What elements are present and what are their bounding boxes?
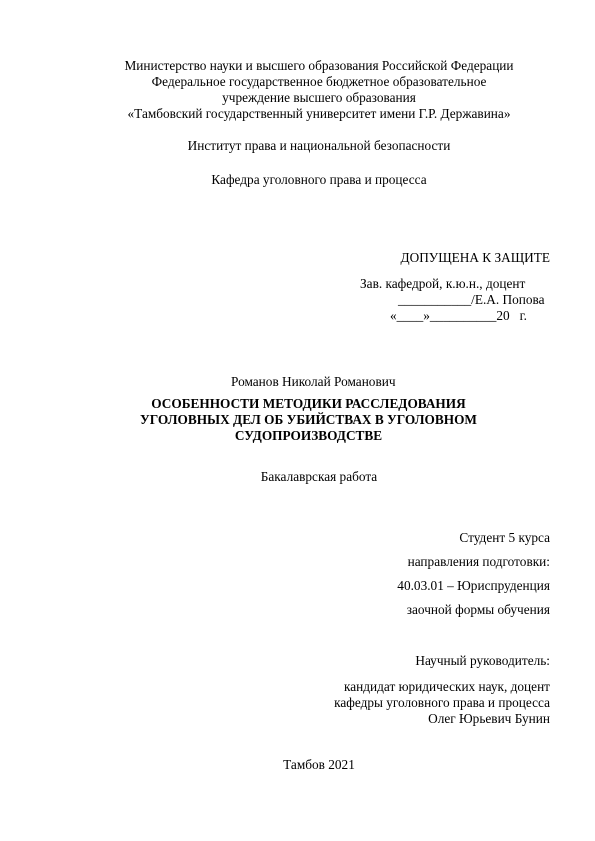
institute-name: Институт права и национальной безопасности bbox=[187, 138, 451, 153]
department-name: Кафедра уголовного права и процесса bbox=[211, 172, 427, 187]
student-direction: 40.03.01 – Юриспруденция bbox=[397, 578, 550, 593]
approval-block bbox=[360, 276, 590, 324]
work-type: Бакалаврская работа bbox=[260, 469, 378, 484]
supervisor-name: Олег Юрьевич Бунин bbox=[428, 711, 550, 726]
student-course: Студент 5 курса bbox=[459, 530, 550, 545]
student-form: заочной формы обучения bbox=[406, 602, 550, 617]
header-line-4: «Тамбовский государственный университет имени Г.Р. Державина» bbox=[127, 106, 511, 121]
city-year: Тамбов 2021 bbox=[283, 757, 355, 772]
supervisor-degree: кандидат юридических наук, доцент bbox=[343, 679, 550, 694]
student-info bbox=[290, 530, 550, 618]
ministry-header bbox=[0, 58, 595, 122]
thesis-title-line-1: ОСОБЕННОСТИ МЕТОДИКИ РАССЛЕДОВАНИЯ bbox=[151, 396, 466, 411]
supervisor-department: кафедры уголовного права и процесса bbox=[334, 695, 550, 710]
header-line-2: Федеральное государственное бюджетное образовательное bbox=[151, 74, 487, 89]
header-line-1: Министерство науки и высшего образования Российской Федерации bbox=[124, 58, 514, 73]
header-line-3: учреждение высшего образования bbox=[222, 90, 416, 105]
supervisor-label: Научный руководитель: bbox=[415, 653, 550, 668]
approval-head: Зав. кафедрой, к.ю.н., доцент bbox=[360, 276, 526, 291]
thesis-title-line-3: СУДОПРОИЗВОДСТВЕ bbox=[234, 428, 383, 443]
thesis-title-line-2: УГОЛОВНЫХ ДЕЛ ОБ УБИЙСТВАХ В УГОЛОВНОМ bbox=[140, 412, 477, 427]
author-name: Романов Николай Романович bbox=[231, 374, 396, 389]
approval-title: ДОПУЩЕНА К ЗАЩИТЕ bbox=[400, 250, 550, 265]
student-direction-label: направления подготовки: bbox=[407, 554, 550, 569]
supervisor-info bbox=[250, 679, 550, 727]
thesis-title bbox=[0, 396, 595, 444]
approval-date: «____»__________20 г. bbox=[390, 308, 527, 323]
approval-signature: ___________/Е.А. Попова bbox=[398, 292, 545, 307]
